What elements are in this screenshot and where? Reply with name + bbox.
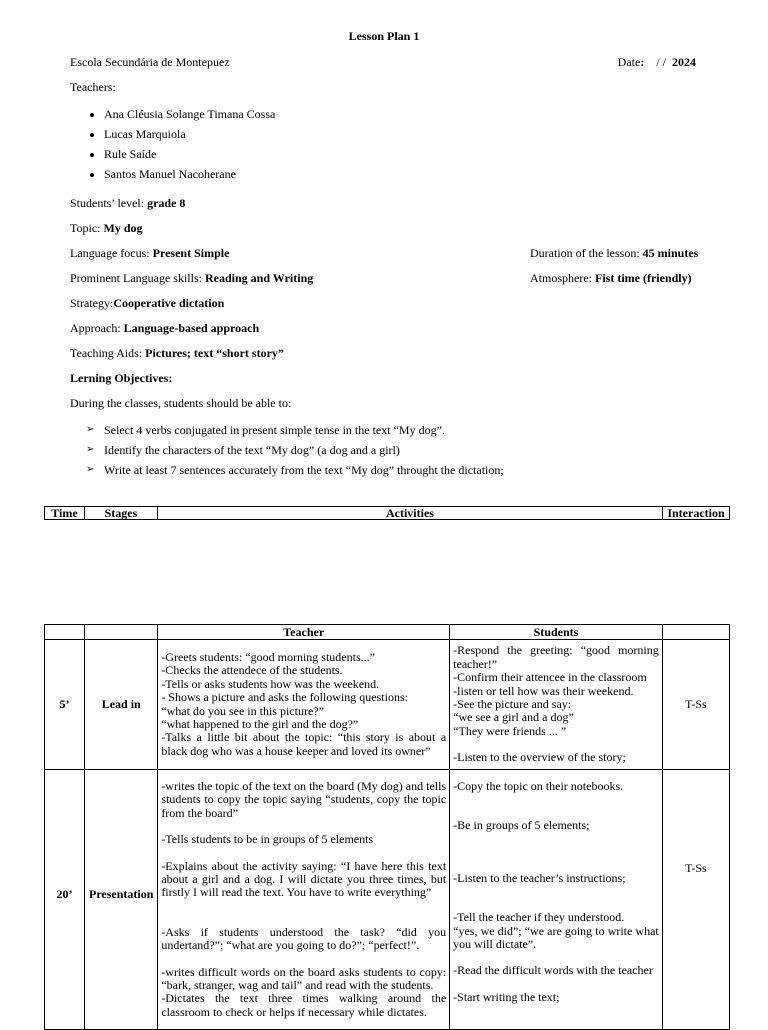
list-item: • Ana Cléusia Solange Timana Cossa (104, 104, 275, 124)
interaction-cell: T-Ss (662, 640, 729, 770)
objectives-heading (70, 371, 172, 385)
spacer (453, 793, 659, 806)
teacher-header: Teacher (158, 625, 450, 640)
activity-line: -Explains about the activity saying: “I have here this text about a girl and a dog. I will dictate you three times, but firstly I will read the text. You have to write everything” (161, 858, 447, 900)
spacer (453, 833, 659, 846)
time-header: Time (45, 507, 85, 520)
objectives-heading-text: Lerning Objectives: (70, 371, 173, 385)
activity-line: “we see a girl and a dog” (453, 710, 574, 725)
activity-line: -Tell the teacher if they understood. (453, 910, 625, 925)
table-row (45, 507, 730, 520)
time-cell: 5’ (45, 640, 85, 770)
activity-line: “what happened to the girl and the dog?” (161, 716, 359, 731)
interaction-cell: T-Ss (662, 770, 729, 1030)
spacer (453, 885, 659, 898)
activity-line: -Tells students to be in groups of 5 elements (161, 832, 374, 847)
field-value: Reading and Writing (204, 271, 314, 285)
empty-header-cell (85, 625, 158, 640)
objective-text: Write at least 7 sentences accurately from the text “My dog” throught the dictation; (104, 463, 504, 477)
spacer (453, 846, 659, 859)
activity-line: - Shows a picture and asks the following questions: (161, 690, 408, 705)
field-label: Duration of the lesson: (530, 246, 640, 260)
objective-text: Identify the characters of the text “My dog” (a dog and a girl) (104, 443, 400, 457)
field-value: Language-based approach (123, 321, 260, 335)
objectives-list (86, 420, 504, 480)
field-label: Students’ level: (70, 196, 145, 210)
activity-line: -Talks a little bit about the topic: “this story is about a black dog who was a house keeper and loved its owner” (161, 730, 447, 758)
date-label: Date (617, 55, 641, 69)
activity-line: -listen or tell how was their weekend. (453, 683, 634, 698)
activity-line: -Be in groups of 5 elements; (453, 818, 590, 833)
activity-line: -Copy the topic on their notebooks. (453, 779, 624, 793)
list-item: • Santos Manuel Nacoherane (104, 164, 275, 184)
activities-header: Activities (157, 507, 662, 520)
activity-line: -Respond the greeting: “good morning teacher!” (453, 643, 659, 671)
table-row (45, 770, 730, 1030)
activity-line: -Checks the attendece of the students. (161, 663, 343, 678)
objectives-intro: During the classes, students should be able to: (70, 396, 292, 410)
activity-line: -Dictates the text three times walking around the classroom to check or helps if necessary while dictates. (161, 991, 447, 1019)
empty-header-cell (45, 625, 85, 640)
arrow-bullet-icon: ➢ (86, 424, 95, 435)
field-label: Teaching Aids: (70, 346, 143, 360)
teacher-activities-cell (158, 640, 450, 770)
activity-line: -Tells or asks students how was the weekend. (161, 676, 380, 691)
spacer (161, 900, 446, 913)
activity-line: -Start writing the text; (453, 989, 560, 1004)
spacer (161, 953, 446, 966)
date-year: 2024 (672, 55, 696, 69)
field-value: Fist time (friendly) (595, 271, 692, 285)
objective-text: Select 4 verbs conjugated in present simple tense in the text “My dog”. (104, 423, 445, 437)
atmosphere (530, 271, 692, 285)
field-value: Present Simple (152, 246, 230, 260)
teaching-aids (70, 346, 284, 360)
lesson-activities-table (44, 624, 730, 1030)
activity-line: “what do you see in this picture?” (161, 703, 324, 718)
activity-line: -Read the difficult words with the teacher (453, 963, 653, 978)
students-level (70, 196, 185, 210)
list-item (86, 460, 504, 480)
date-value: / / (656, 55, 669, 69)
field-value: Pictures; text “short story” (145, 346, 284, 360)
activity-line: “yes, we did”; “we are going to write what you will dictate”. (453, 923, 659, 952)
language-skills (70, 271, 313, 285)
table-row (45, 625, 730, 640)
field-value: grade 8 (147, 196, 186, 210)
activity-line: “They were friends ... ” (453, 723, 567, 738)
arrow-bullet-icon: ➢ (86, 444, 95, 455)
activity-line: -Listen to the overview of the story; (453, 750, 626, 765)
activity-line: -Confirm their attencee in the classroom (453, 670, 647, 685)
field-label: Topic: (70, 221, 101, 235)
field-label: Atmosphere: (530, 271, 592, 285)
spacer (161, 847, 446, 860)
table-row (45, 640, 730, 770)
interaction-header: Interaction (662, 507, 729, 520)
field-label: Strategy: (70, 296, 114, 310)
page-title: Lesson Plan 1 (348, 29, 420, 43)
empty-header-cell (662, 625, 729, 640)
date-field: Date: / / 2024 (617, 55, 696, 69)
time-cell: 20’ (45, 770, 85, 1030)
stage-cell: Lead in (85, 640, 158, 770)
teachers-label: Teachers: (70, 80, 116, 94)
teacher-activities-cell (158, 770, 450, 1030)
field-label: Language focus: (70, 246, 150, 260)
arrow-bullet-icon: ➢ (86, 464, 95, 475)
spacer (453, 978, 659, 991)
list-item: • Rule Saíde (104, 144, 275, 164)
language-focus (70, 246, 229, 260)
activity-line: -See the picture and say: (453, 697, 572, 711)
activity-line: -Greets students: “good morning students...” (161, 649, 375, 664)
strategy (70, 296, 224, 310)
field-value: 45 minutes (642, 246, 699, 260)
list-item (86, 420, 504, 440)
students-activities-cell (450, 640, 663, 770)
stages-header: Stages (84, 507, 157, 520)
lesson-header-table (44, 506, 730, 520)
field-value: My dog (103, 221, 143, 235)
activity-line: -Listen to the teacher’s instructions; (453, 870, 626, 885)
list-item: • Lucas Marquiola (104, 124, 275, 144)
spacer (161, 913, 446, 926)
field-label: Prominent Language skills: (70, 271, 202, 285)
teachers-list (86, 104, 275, 184)
field-label: Approach: (70, 321, 121, 335)
stage-cell: Presentation (85, 770, 158, 1030)
activity-line: -writes the topic of the text on the board (My dog) and tells students to copy the topic saying “students, copy the topic from the board” (161, 779, 447, 820)
activity-line: -writes difficult words on the board asks students to copy: “bark, stranger, wag and tail” and read with the students. (161, 964, 447, 993)
students-activities-cell (450, 770, 663, 1030)
activity-line: -Asks if students understood the task? “did you undertand?”; “what are you going to do?”; “perfect!”. (161, 924, 447, 953)
list-item (86, 440, 504, 460)
students-header: Students (450, 625, 663, 640)
school-name: Escola Secundária de Montepuez (70, 55, 230, 69)
approach (70, 321, 259, 335)
topic (70, 221, 143, 235)
spacer (453, 859, 659, 872)
lesson-duration (530, 246, 698, 260)
field-value: Cooperative dictation (113, 296, 225, 310)
